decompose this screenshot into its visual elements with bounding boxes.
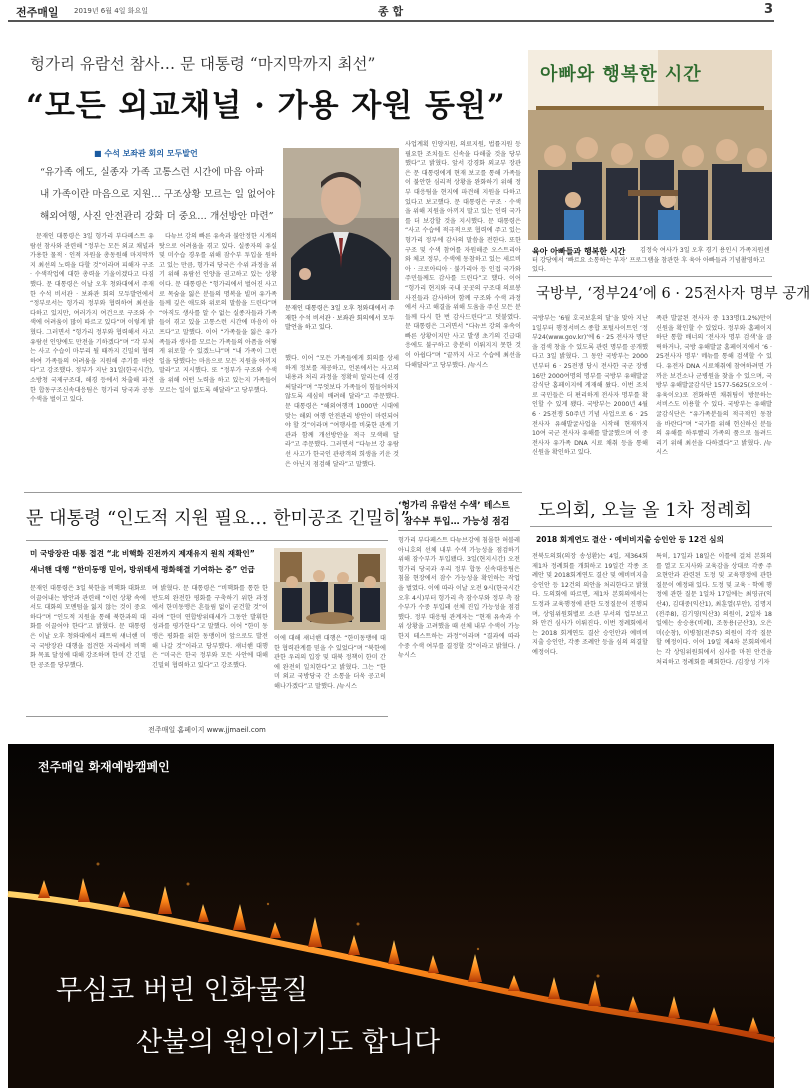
lead-body-col-3: 했다. 이어 “모든 가족들에게 회의를 상세하게 정보를 제공하고, 언론에서는 사고의 내용과 처리 과정을 정확히 알리는데 신경써달라”며 “무엇보다 가족들이 힘들어하지 않도록 세심히 배려해 달라”고 주문했다. 문 대통령은 “해외여행객 1000만 시대에 맞는 해외 여행 안전관리 방안이 마련되어야 할 것”이라며 “여행사를 비롯한 관계 기관과 함께 개선방안을 적극 모색해 달라”고 주문했다. 그러면서 “다뉴브 강 유람선 사고가 한국인 관광객의 희생을 키운 것은 아닌지 점검해 달라”고 말했다. bbox=[285, 355, 399, 468]
quote-line: “유가족 에도, 실종자 가족 고통스런 시간에 마음 아파 bbox=[40, 167, 264, 178]
divider bbox=[528, 276, 772, 277]
rescue-body: 헝가리 부다페스트 다뉴브강에 침몰한 허블레아니호의 선체 내부 수색 가능성을 점검하기 위해 잠수부가 투입됐다. 3일(현지시간) 오전 헝가리 당국과 우리 정부 합동 신속대응팀은 침몰 현장에서 잠수 가능성을 확인하는 작업을 벌였다. 이에 따라 이날 오전 9시(한국시간 오후 4시)부터 헝가리 측 잠수부와 정부 측 잠수부가 수중 투입돼 선체 진입 가능성을 점검했다. 정부 대응팀 관계자는 “현재 유속과 수위 상황을 고려했을 때 선체 내부 수색이 가능한지 테스트하는 과정”이라며 “결과에 따라 수중 수색 여부를 결정할 것”이라고 밝혔다. /뉴시스 bbox=[398, 537, 520, 660]
ad-line-1: 무심코 버린 인화물질 bbox=[56, 975, 308, 1006]
diplomacy-col-1: 문재인 대통령은 3일 북한을 비핵화 대화로 이끌어내는 방안과 관련해 “이런 상황 속에서도 대화의 모멘텀을 잃지 않는 것이 중요하다”며 “인도적 지원을 통해 북한과의 대화를 이끌어야 한다”고 밝혔다. 문 대통령은 이날 오후 청와대에서 패트릭 섀너핸 미국 국방장관 대행을 접견한 자리에서 비핵화 목표 달성에 대해 강조하며 한미 간 긴밀한 공조를 당부했다. bbox=[30, 585, 146, 669]
divider bbox=[26, 540, 388, 541]
lead-sub-tag-text: 수석 보좌관 회의 모두발언 bbox=[104, 149, 198, 158]
section-name: 종 합 bbox=[378, 5, 404, 18]
mpva-col-2: 족관 발굴된 전사자 중 133명(1.2%)만이 신원을 확인할 수 있었다. 정부와 홈페이지 하단 통합 배너의 ‘전사자 명부 검색’을 클릭하거나, 국방 유해발굴 홈페이지에서 ‘6 · 25전사자 명부’ 메뉴를 통해 검색할 수 있다. 유전자 DNA 시료채취에 참여하려면 가까운 보건소나 군병원을 찾을 수 있으며, 국방부 유해발굴감식단 1577-5625(오오이 · 유육이오)로 전화하면 채취팀이 방문하는 서비스도 이용할 수 있다. 국방부는 유해발굴감식단은 “유가족분들의 적극적인 동참을 바란다”며 “국가를 위해 헌신하신 분들의 유해를 하루빨리 가족의 품으로 돌려드리기 위해 최선을 다하겠다”고 밝혔다. /뉴시스 bbox=[656, 315, 772, 457]
council-sub: 2018 회계연도 결산 · 예비비지출 승인안 등 12건 심의 bbox=[536, 535, 724, 544]
diplomacy-col-2: 며 밝혔다. 문 대통령은 “비핵화를 통한 한반도의 완전한 평화를 구축하기 위한 과정에서 한미동맹은 흔들림 없이 굳건할 것”이라며 “한미 연합방위태세가 그동안 발휘한 성과를 평가한다”고 말했다. 이어 “한미 동맹은 평화를 위한 동맹이며 앞으로도 발전해 나갈 것”이라고 당부했다. 섀너핸 대행은 “미국은 한국 정부와 모든 사안에 대해 긴밀히 협력하고 있다”고 강조했다. bbox=[152, 585, 268, 669]
lead-kicker: 헝가리 유람선 참사… 문 대통령 “마지막까지 최선” bbox=[30, 55, 376, 73]
lead-body-col-1: 문재인 대통령은 3일 헝가리 부다페스트 유람선 참사와 관련해 “정부는 모든 외교 채널과 가용한 물적 · 인적 자원을 총동원해 마지막까지 최선의 노력을 다할 것”이라며 피해자 구조 · 수색작업에 대한 총력을 기울이겠다고 다짐했다. 문 대통령은 이날 오후 청와대에서 주재한 수석 비서관 · 보좌관 회의 모두발언에서 “정부로서는 헝가리 정부와 협력하여 최선을 다하고 있지만, 여러가지 여건으로 구조와 수색에 어려움이 많이 따르고 있다”며 이렇게 밝혔다. 그러면서 “헝가리 정부와 협력해서 사고 유람선 인양에도 만전을 기하겠다”며 “각 부처는 사고 수습이 마무리 될 때까지 긴밀히 협력하여 가족들의 어려움을 지원해 주기를 바란다”고 강조했다. 정부가 지난 31일(한국시간), 소방청 국제구조대, 해경 등에서 차출해 파견한 합동구조신속대응팀은 헝가리 당국과 공동수색을 벌이고 있다. bbox=[30, 233, 154, 404]
diplomacy-sub-1: 미 국방장관 대통 접견 “北 비핵화 진전까지 제재유지 원칙 재확인” bbox=[30, 549, 255, 558]
ad-label: 전주매일 화재예방캠페인 bbox=[38, 760, 170, 774]
diplomacy-title: 문 대통령 “인도적 지원 필요… 한미공조 긴밀히” bbox=[26, 508, 410, 529]
homepage-text: 전주매일 홈페이지 www.jjmaeil.com bbox=[148, 726, 266, 734]
mpva-title: 국방부, ‘정부24’에 6 · 25전사자 명부 공개 bbox=[536, 286, 810, 302]
divider bbox=[24, 492, 522, 493]
homepage-bar bbox=[26, 716, 388, 734]
council-col-2: 특히, 17일과 18일은 이틀에 걸쳐 본회의를 열고 도지사와 교육감을 상대로 각종 주요현안과 관련된 도정 및 교육행정에 관한 질문이 예정돼 있다. 도정 및 교육 · 학예 행정에 관한 질문 1일차 17일에는 최영규(익산4), 김대중(익산1), 최훈열(부안), 김명지(전주8), 김기영(익산3) 의원이, 2일차 18일에는 송승용(비례), 조동용(군산3), 오은미(순창), 이병철(전주5) 의원이 각각 질문할 예정이다. 이어 19일 제4차 본회의에서는 각 상임위원회에서 심사를 마친 안건을 처리하고 정례회를 폐회한다. /김장성 기자 bbox=[656, 553, 772, 666]
page-number: 3 bbox=[764, 2, 774, 17]
masthead bbox=[8, 0, 774, 22]
family-caption bbox=[532, 246, 772, 274]
council-title: 도의회, 오늘 올 1차 정례회 bbox=[538, 500, 752, 521]
divider bbox=[398, 530, 520, 531]
lead-body-col-4: 사업계획 인양지원, 의료지원, 법률지원 등 필요한 조치들도 신속을 다해줄 것을 당부했다”고 밝혔다. 앞서 강경화 외교부 장관은 문 대통령에게 현재 보고를 통해 가족들이 불안한 심리적 상황을 완화하기 위해 정부 대응팀을 현지에 파견해 지원을 다하고 있다고 보고했다. 문 대통령은 구조 · 수색을 위해 지원을 아끼지 말고 있는 인력 국가를 더 보강할 것을 지시했다. 문 대통령은 “사고 수습에 적극적으로 협력에 주고 있는 헝가리 정부에 감사의 말씀을 전한다. 또한 구조 및 수색 참여를 자원해준 오스트리아와 체코 정부, 수색에 동참하고 있는 세르비아 · 크로아티아 · 불가리아 등 인접 국가와 주민들께도 감사를 드린다”고 했다. 이어 “헝가리 현지와 국내 곳곳의 구조대 의료봉사진들과 감사하며 함께 구조와 수색 과정에서 사고 해결을 위해 도움을 주신 모든 분들께 다시 한 번 감사드린다”고 덧붙였다. 문 대통령은 그러면서 “다뉴브 강의 유속이 빠른 상황이지만 사고 발생 초기의 긴급대응에도 불구하고 충분히 이뤄지지 못한 것이 아쉽다”며 “끝까지 사고 수습에 최선을 다해달라”고 당부했다. /뉴시스 bbox=[405, 141, 521, 369]
paper-name: 전주매일 bbox=[16, 6, 59, 19]
lead-quote bbox=[40, 162, 280, 228]
quote-line: 내 가족이란 마음으로 지원… 구조상황 모르는 일 없어야 bbox=[40, 189, 275, 200]
council-col-1: 전북도의회(의장 송성환)는 4일, 제364회 제1차 정례회를 개회하고 19일간 각종 조례안 및 2018회계연도 결산 및 예비비지출 승인안 등 12건의 의안을 처리한다고 밝혔다. 도의회에 따르면, 제1차 본회의에서는 도정과 교육행정에 관한 도정질문이 진행되며, 상임위원회별로 소관 부서의 업무보고와 안건 심사가 이뤄진다. 이번 정례회에서는 2018 회계연도 결산 승인안과 예비비 지출 승인안, 각종 조례안 등을 심의 의결할 예정이다. bbox=[532, 553, 648, 656]
meeting-illustration bbox=[274, 548, 386, 630]
meeting-photo bbox=[274, 548, 386, 630]
diplomacy-col-3: 이에 대해 섀너핸 대행은 “한미동맹에 대한 협력관계를 믿을 수 있었다”며 “북한에 관한 우리의 입장 및 대북 정책이 한미 간에 완전히 일치한다”고 밝혔다. 그는 “한미 외교 국방당국 간 소통을 더욱 공고히 해나가겠다”고 말했다. /뉴시스 bbox=[274, 635, 386, 690]
square-bullet-icon: ■ bbox=[94, 149, 105, 158]
lead-headline: “모든 외교채널 · 가용 자원 동원” bbox=[26, 88, 506, 124]
rescue-title: ‘헝가리 유람선 수색’ 테스트 bbox=[398, 501, 510, 511]
family-banner: 아빠와 행복한 시간 bbox=[540, 64, 702, 85]
issue-date: 2019년 6월 4일 화요일 bbox=[74, 7, 148, 15]
lead-body-col-2: 다뉴브 강의 빠른 유속과 불안정한 시계의 탓으로 어려움을 겪고 있다. 실종자의 유실 및 미수습 경우를 위해 잠수부 투입을 원하고 있는 만큼, 헝가리 당국은 수위 과정을 위기 위해 유람선 인양을 권고하고 있는 상황이다. 문 대통령은 “헝가리에서 벌어진 사고로 목숨을 잃은 분들의 명복을 빌며 유가족들께 깊은 애도와 위로의 말씀을 드린다”며 “아직도 생사를 알 수 없는 실종자들과 가족들이 겪고 있을 고통스런 시간에 마음이 아프다”고 말했다. 이어 “가족들을 잃은 유가족들과 생사를 모르는 가족들의 아픔을 어떻게 위로할 수 있겠느냐”며 “내 가족이 그런 일을 당했다는 마음으로 모든 지원을 아끼지 말라”고 지시했다. 또 “정부가 구조와 수색을 위해 어떤 노력을 하고 있는지 가족들이 모르는 일이 없도록 해달라”고 당부했다. bbox=[159, 233, 277, 394]
divider bbox=[530, 526, 772, 527]
family-caption-text: 김정숙 여사가 3일 오후 경기 용인시 가족지원센터 강당에서 ‘빠르요 소통하는 부자’ 프로그램을 참관한 후 육아 아빠들과 기념촬영하고 있다. bbox=[532, 247, 770, 274]
family-photo bbox=[528, 50, 772, 240]
family-caption-head: 육아 아빠들과 행복한 시간 bbox=[532, 247, 626, 256]
rescue-sub: 잠수부 투입… 가능성 점검 bbox=[404, 517, 510, 527]
lead-sub-tag bbox=[94, 148, 198, 159]
fire-prevention-ad bbox=[8, 744, 774, 1088]
quote-line: 해외여행, 사진 안전관리 강화 더 중요… 개선방안 마련” bbox=[40, 211, 274, 222]
president-illustration bbox=[283, 148, 399, 300]
diplomacy-sub-2: 섀너핸 대행 “한미동맹 믿어, 방위태세 평화해결 기여하는 중” 언급 bbox=[30, 565, 255, 574]
president-photo bbox=[283, 148, 399, 300]
mpva-col-1: 국방부는 ‘6월 호국보훈의 달’을 맞아 지난 1일부터 행정서비스 종합 포털사이트인 ‘정부24(www.gov.kr)’에 6 · 25 전사자 명단을 검색 창을 수 있도록 관련 명부를 공개했다고 3일 밝혔다. 그 동안 국방부는 2000년부터 6 · 25전쟁 당시 전사한 국군 장병 16만 2000여명의 명부를 국방부 유해발굴감식단 홈페이지에 게재해 왔다. 이번 조치로 국민들은 더 편리하게 전사자 명부를 확인할 수 있게 됐다. 국방부는 2000년 4월 6 · 25전쟁 50주년 기념 사업으로 6 · 25전사자 유해발굴사업을 시작해 현재까지 10여 국군 전사자 유해를 발굴했으며 이 중 전사자 유가족 DNA 시료 채취 등을 통해 신원을 확인하고 있다. bbox=[532, 315, 648, 457]
president-photo-caption: 문재인 대통령은 3일 오후 청와대에서 주재한 수석 비서관 · 보좌관 회의에서 모두발언을 하고 있다. bbox=[285, 305, 395, 332]
ad-line-2: 산불의 원인이기도 합니다 bbox=[136, 1027, 441, 1058]
